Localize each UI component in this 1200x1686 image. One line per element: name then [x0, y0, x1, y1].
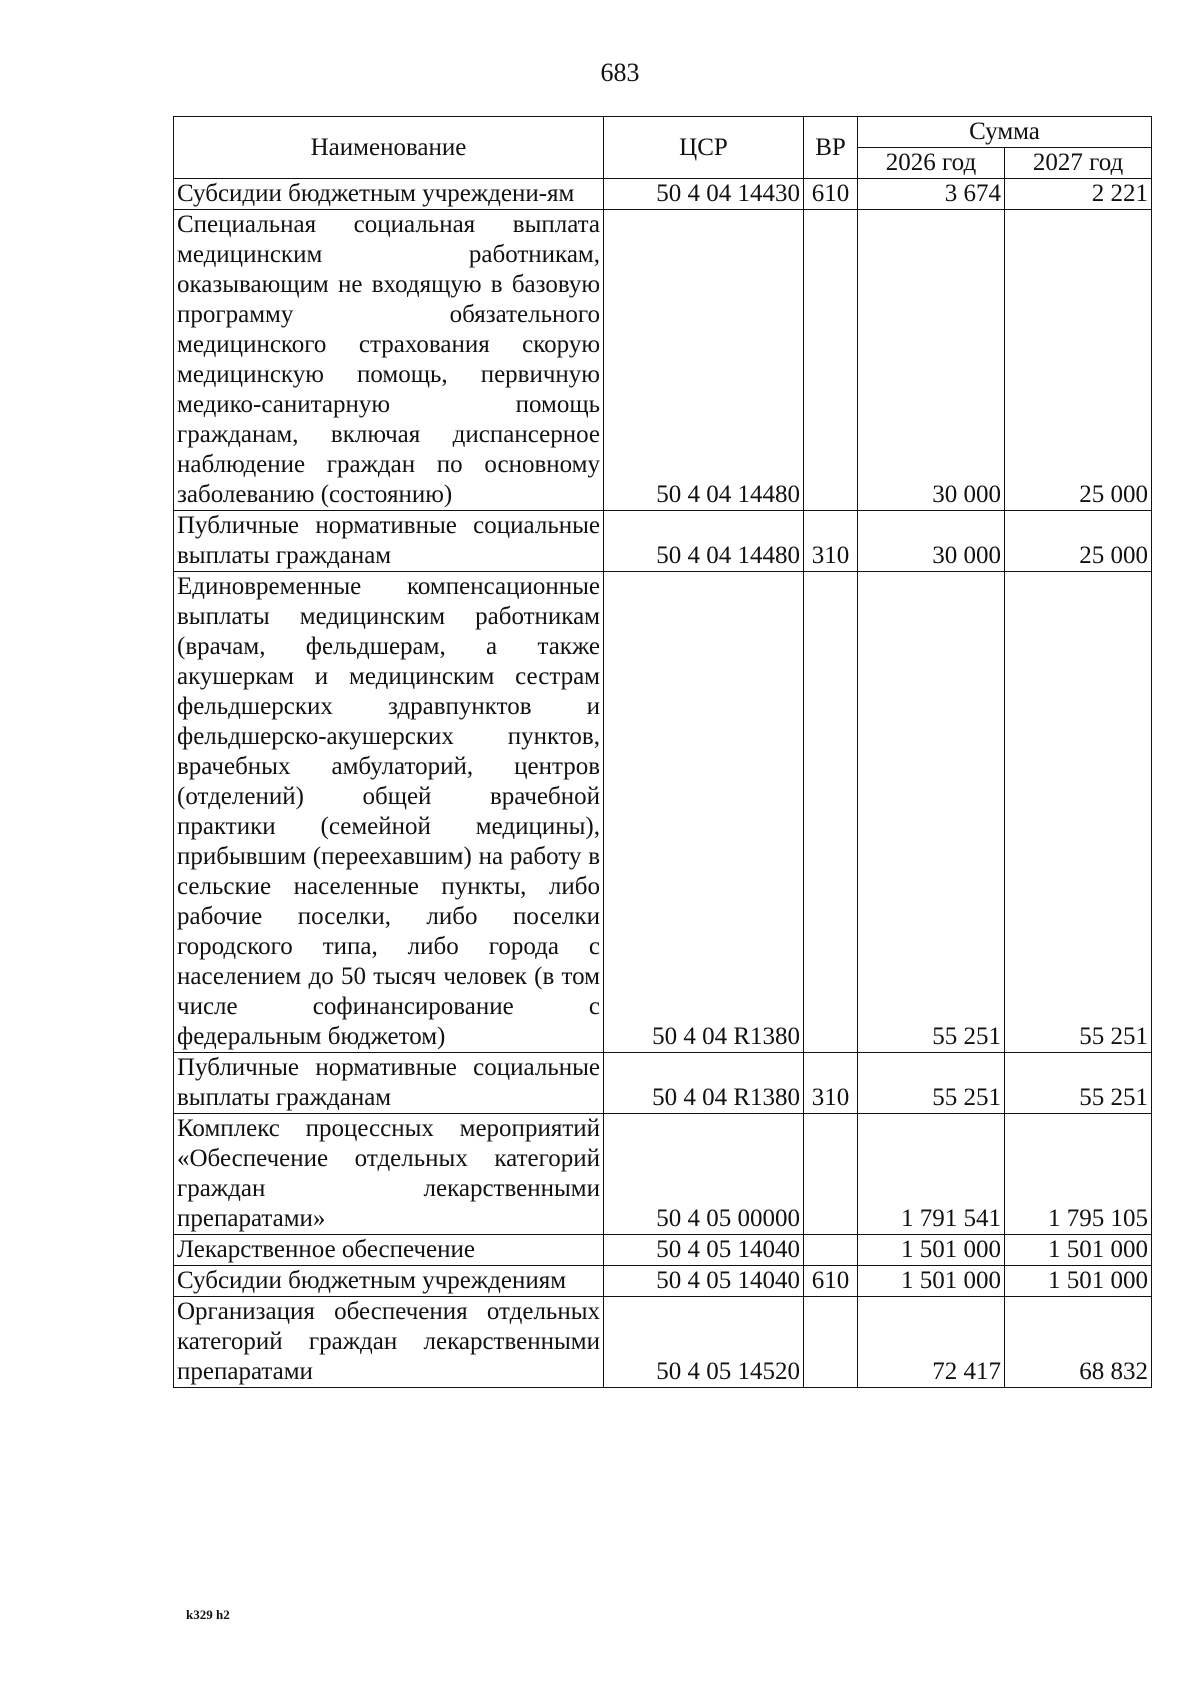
- budget-table: [173, 116, 1152, 1388]
- row-name: Единовременные компенсационные выплаты медицинским работникам (врачам, фельдшерам, а также акушеркам и медицинским сестрам фельдшерских здравпунктов и фельдшерско-акушерских пунктов, врачебных амбулаторий, центров (отделений) общей врачебной практики (семейной медицины), прибывшим (переехавшим) на работу в сельские населенные пункты, либо рабочие поселки, либо поселки городского типа, либо города с населением до 50 тысяч человек (в том числе софинансирование с федеральным бюджетом): [174, 572, 604, 1053]
- row-sum-2026: 1 791 541: [858, 1114, 1005, 1235]
- row-sum-2026: 72 417: [858, 1297, 1005, 1388]
- row-name: Публичные нормативные социальные выплаты гражданам: [174, 1053, 604, 1114]
- page-number: 683: [600, 58, 640, 87]
- row-csr: 50 4 04 R1380: [604, 1053, 804, 1114]
- row-sum-2027: 55 251: [1005, 572, 1152, 1053]
- footer-code: k329 h2: [186, 1607, 230, 1622]
- row-vr: 310: [804, 511, 858, 572]
- header-vr: ВР: [804, 117, 858, 179]
- row-sum-2026: 1 501 000: [858, 1235, 1005, 1266]
- row-csr: 50 4 05 14040: [604, 1266, 804, 1297]
- table-row: [174, 1053, 1152, 1114]
- row-vr: [804, 1235, 858, 1266]
- row-vr: [804, 210, 858, 511]
- row-csr: 50 4 04 14480: [604, 511, 804, 572]
- table-row: [174, 1114, 1152, 1235]
- row-csr: 50 4 04 14480: [604, 210, 804, 511]
- row-csr: 50 4 05 14040: [604, 1235, 804, 1266]
- row-csr: 50 4 04 R1380: [604, 572, 804, 1053]
- row-name: Специальная социальная выплата медицинским работникам, оказывающим не входящую в базовую программу обязательного медицинского страхования скорую медицинскую помощь, первичную медико-санитарную помощь гражданам, включая диспансерное наблюдение граждан по основному заболеванию (состоянию): [174, 210, 604, 511]
- row-sum-2026: 30 000: [858, 511, 1005, 572]
- table-row: [174, 179, 1152, 210]
- row-sum-2026: 55 251: [858, 1053, 1005, 1114]
- row-vr: [804, 1114, 858, 1235]
- header-row: [174, 117, 1152, 148]
- row-name: Субсидии бюджетным учреждени-ям: [174, 179, 604, 210]
- row-name: Субсидии бюджетным учреждениям: [174, 1266, 604, 1297]
- row-sum-2027: 2 221: [1005, 179, 1152, 210]
- row-sum-2026: 1 501 000: [858, 1266, 1005, 1297]
- header-year-2026: 2026 год: [858, 148, 1005, 179]
- row-name: Комплекс процессных мероприятий «Обеспечение отдельных категорий граждан лекарственными препаратами»: [174, 1114, 604, 1235]
- row-sum-2027: 68 832: [1005, 1297, 1152, 1388]
- header-year-2027: 2027 год: [1005, 148, 1152, 179]
- table-row: [174, 1297, 1152, 1388]
- row-csr: 50 4 05 14520: [604, 1297, 804, 1388]
- row-sum-2027: 1 501 000: [1005, 1235, 1152, 1266]
- row-sum-2026: 30 000: [858, 210, 1005, 511]
- row-csr: 50 4 05 00000: [604, 1114, 804, 1235]
- row-vr: 610: [804, 1266, 858, 1297]
- row-sum-2026: 3 674: [858, 179, 1005, 210]
- row-vr: 610: [804, 179, 858, 210]
- table-row: [174, 210, 1152, 511]
- row-vr: [804, 572, 858, 1053]
- row-vr: 310: [804, 1053, 858, 1114]
- table-row: [174, 1235, 1152, 1266]
- row-sum-2027: 1 795 105: [1005, 1114, 1152, 1235]
- header-sum: Сумма: [858, 117, 1152, 148]
- row-name: Лекарственное обеспечение: [174, 1235, 604, 1266]
- row-name: Организация обеспечения отдельных категорий граждан лекарственными препаратами: [174, 1297, 604, 1388]
- row-sum-2027: 1 501 000: [1005, 1266, 1152, 1297]
- row-name: Публичные нормативные социальные выплаты гражданам: [174, 511, 604, 572]
- row-sum-2026: 55 251: [858, 572, 1005, 1053]
- table-row: [174, 1266, 1152, 1297]
- row-sum-2027: 25 000: [1005, 210, 1152, 511]
- table-row: [174, 572, 1152, 1053]
- row-vr: [804, 1297, 858, 1388]
- header-name: Наименование: [174, 117, 604, 179]
- header-csr: ЦСР: [604, 117, 804, 179]
- row-csr: 50 4 04 14430: [604, 179, 804, 210]
- table-row: [174, 511, 1152, 572]
- row-sum-2027: 55 251: [1005, 1053, 1152, 1114]
- row-sum-2027: 25 000: [1005, 511, 1152, 572]
